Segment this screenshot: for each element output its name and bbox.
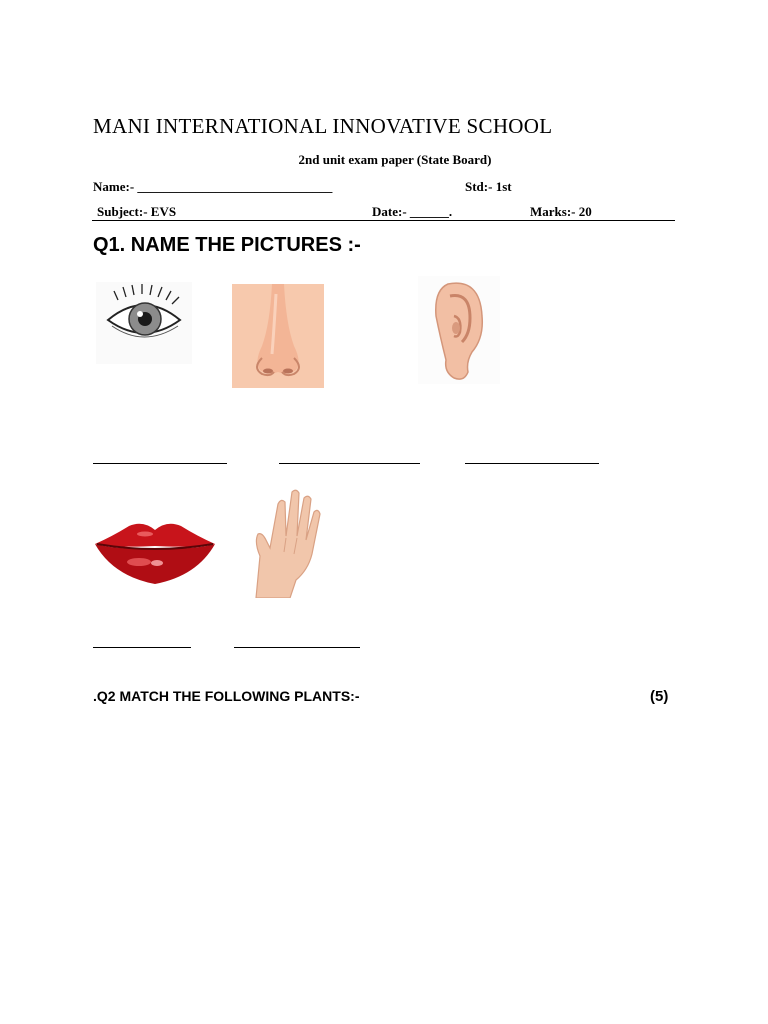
subject-label: Subject:- EVS	[97, 204, 177, 219]
eye-icon	[96, 282, 192, 364]
marks-label: Marks:- 20	[530, 204, 592, 219]
date-field: Date:- ______.	[372, 204, 453, 219]
name-field: Name:- ______________________________	[93, 179, 333, 194]
answer-blank-3[interactable]	[465, 463, 599, 464]
nose-icon	[232, 284, 324, 388]
header-divider	[92, 220, 675, 221]
std-label: Std:- 1st	[465, 179, 512, 194]
answer-blank-2[interactable]	[279, 463, 420, 464]
answer-blank-5[interactable]	[234, 647, 360, 648]
lips-icon	[93, 518, 217, 588]
answer-blank-1[interactable]	[93, 463, 227, 464]
q2-title: .Q2 MATCH THE FOLLOWING PLANTS:-	[93, 688, 360, 704]
school-name: MANI INTERNATIONAL INNOVATIVE SCHOOL	[93, 114, 553, 138]
q1-title: Q1. NAME THE PICTURES :-	[93, 234, 361, 256]
ear-icon	[418, 276, 500, 384]
q2-marks: (5)	[650, 688, 669, 705]
exam-title: 2nd unit exam paper (State Board)	[298, 152, 492, 167]
hand-icon	[248, 486, 326, 598]
answer-blank-4[interactable]	[93, 647, 191, 648]
